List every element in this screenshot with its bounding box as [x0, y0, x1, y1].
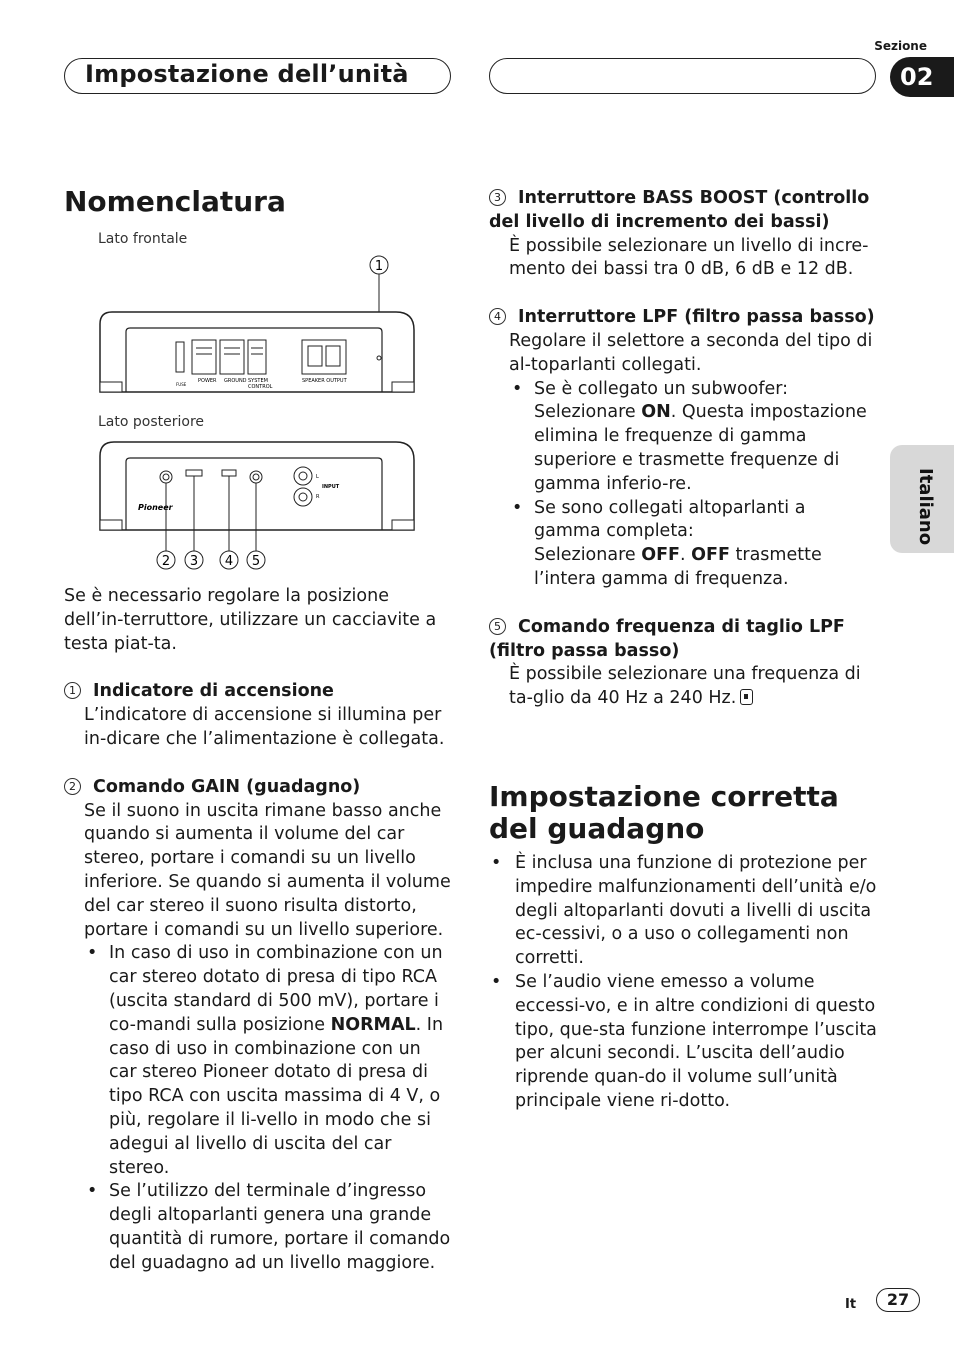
footer-language-code: It: [845, 1297, 857, 1312]
header-pill-right: [489, 58, 876, 94]
end-of-section-icon: [740, 689, 753, 705]
page-section-title: Impostazione dell’unità: [85, 60, 409, 88]
item5-number: 5: [489, 618, 506, 635]
rear-caption: Lato posteriore: [98, 414, 205, 430]
item4-bullet-1: • Se è collegato un subwoofer: Selezionare ON. Questa impostazione elimina le frequenze di gamma superiore e trasmette frequenze di gamma inferio-re.: [489, 378, 877, 497]
gain-bullet-1: • È inclusa una funzione di protezione per impedire malfunzionamenti dell’unità e/o degli altoparlanti dovuti a livelli di uscita ec-cessivi, o a uso o collegamenti non corretti.: [489, 852, 881, 971]
gain-bullets: [489, 852, 881, 1114]
label-speaker-output: SPEAKER OUTPUT: [302, 378, 347, 384]
label-l: L: [316, 474, 319, 480]
section-number-tab: 02: [890, 57, 954, 97]
callout-3: 3: [189, 554, 199, 569]
item3-title: Interruttore BASS BOOST (controllo del livello di incremento dei bassi): [489, 188, 870, 232]
page-number: 27: [876, 1288, 920, 1312]
amplifier-rear-diagram: [96, 436, 418, 576]
callout-1: 1: [374, 259, 384, 274]
gain-bullet-2: • Se l’audio viene emesso a volume eccessi-vo, e in altre condizioni di questo tipo, que-sta funzione interrompe l’uscita per alcuni secondi. L’uscita dell’audio riprende quan-do il volume sull’unità principale viene ri-dotto.: [489, 971, 881, 1114]
item3-number: 3: [489, 189, 506, 206]
sezione-label: Sezione: [874, 39, 927, 53]
gain-section: [489, 852, 881, 1114]
nomenclatura-heading: Nomenclatura: [64, 185, 286, 218]
front-caption: Lato frontale: [98, 231, 188, 247]
item2-text: Se il suono in uscita rimane basso anche quando si aumenta il volume del car stereo, portare i comandi su un livello inferiore. Se quando si aumenta il volume del car stereo il suono risulta distorto, portare i comandi su un livello superiore.: [84, 800, 451, 940]
item4-bullets: [489, 378, 877, 592]
item2-bullets: [64, 942, 452, 1275]
item4-title: Interruttore LPF (filtro passa basso): [518, 307, 875, 328]
label-ground: GROUND: [224, 378, 247, 384]
item2-title: Comando GAIN (guadagno): [93, 776, 361, 797]
item2-bullet-2: • Se l’utilizzo del terminale d’ingresso degli altoparlanti genera una grande quantità di rumore, portare il comando del guadagno ad un livello maggiore.: [64, 1180, 452, 1275]
item2-number: 2: [64, 778, 81, 795]
item4-bullet-2: • Se sono collegati altoparlanti a gamma completa: Selezionare OFF. OFF trasmette l’intera gamma di frequenza.: [489, 497, 877, 592]
item1-title: Indicatore di accensione: [93, 681, 334, 702]
item2-heading: [64, 776, 452, 800]
item5-text: È possibile selezionare una frequenza di ta-glio da 40 Hz a 240 Hz.: [509, 664, 861, 709]
label-control: CONTROL: [248, 384, 273, 390]
callout-2: 2: [161, 554, 171, 569]
language-tab-label: Italiano: [915, 468, 936, 546]
callout-4: 4: [224, 554, 234, 569]
amplifier-front-diagram: [96, 252, 418, 400]
label-input: INPUT: [322, 484, 340, 490]
item1-text: L’indicatore di accensione si illumina per in-dicare che l’alimentazione è collegata.: [84, 705, 445, 749]
item2-bullet-1: • In caso di uso in combinazione con un car stereo dotato di presa di tipo RCA (uscita standard di 500 mV), portare i co-mandi sulla posizione NORMAL. In caso di uso in combinazione con un car stereo Pioneer dotato di presa di tipo RCA con uscita massima di 4 V, o più, regolare il li-vello in modo che si adegui al livello di uscita del car stereo.: [64, 942, 452, 1180]
label-system: SYSTEM: [248, 378, 268, 384]
label-fuse: FUSE: [176, 382, 187, 387]
right-column: [489, 187, 877, 711]
item3-text: È possibile selezionare un livello di incre-mento dei bassi tra 0 dB, 6 dB e 12 dB.: [509, 235, 869, 280]
intro-paragraph: Se è necessario regolare la posizione dell’in-terruttore, utilizzare un cacciavite a testa piat-ta.: [64, 586, 437, 654]
gain-heading: Impostazione corretta del guadagno: [489, 780, 839, 845]
callout-5: 5: [251, 554, 261, 569]
label-power: POWER: [198, 378, 217, 384]
item1-heading: [64, 680, 452, 704]
item3-heading: [489, 187, 877, 235]
item4-number: 4: [489, 308, 506, 325]
item5-heading: [489, 616, 877, 664]
pioneer-logo: Pioneer: [138, 503, 173, 512]
label-r: R: [316, 494, 320, 500]
item1-number: 1: [64, 682, 81, 699]
item4-text: Regolare il selettore a seconda del tipo di al-toparlanti collegati.: [509, 330, 873, 375]
item4-heading: [489, 306, 877, 330]
item5-title: Comando frequenza di taglio LPF (filtro passa basso): [489, 616, 845, 661]
left-column: [64, 585, 452, 1276]
